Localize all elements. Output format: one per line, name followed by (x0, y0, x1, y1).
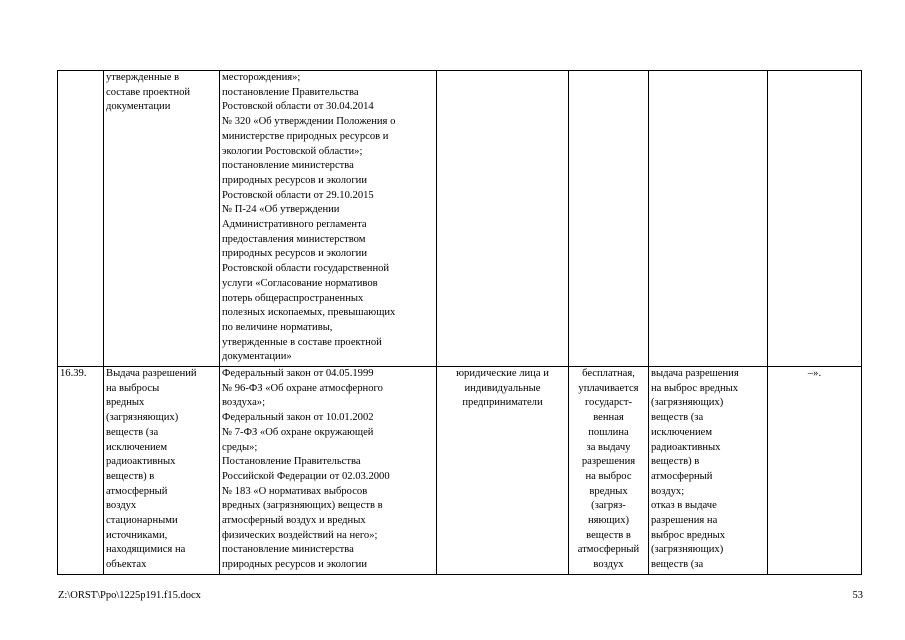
cell-note (768, 71, 862, 367)
footer-file-path: Z:\ORST\Ppo\1225p191.f15.docx (58, 590, 201, 601)
cell-service-name: утвержденные в составе проектной документации (104, 71, 220, 367)
cell-payment (569, 71, 649, 367)
cell-applicants: юридические лица и индивидуальные предприниматели (437, 367, 569, 575)
cell-number (58, 71, 104, 367)
cell-result: выдача разрешения на выброс вредных (загрязняющих) веществ (за исключением радиоактивных веществ) в атмосферный воздух; отказ в выдаче разрешения на выброс вредных (загрязняющих) веществ (за (649, 367, 768, 575)
cell-result (649, 71, 768, 367)
cell-payment: бесплатная, уплачивается государст- венная пошлина за выдачу разрешения на выброс вредных (загряз- няющих) веществ в атмосферный воздух (569, 367, 649, 575)
cell-service-name: Выдача разрешений на выбросы вредных (загрязняющих) веществ (за исключением радиоактивных веществ) в атмосферный воздух стационарными источниками, находящимися на объектах (104, 367, 220, 575)
page-number: 53 (852, 590, 863, 601)
table-row (58, 367, 862, 575)
cell-applicants (437, 71, 569, 367)
services-table (57, 70, 862, 575)
cell-legal-basis: месторождения»; постановление Правительства Ростовской области от 30.04.2014 № 320 «Об утверждении Положения о министерстве природных ресурсов и экологии Ростовской области»; постановление министерства природных ресурсов и экологии Ростовской области от 29.10.2015 № П-24 «Об утверждении Административного регламента предоставления министерством природных ресурсов и экологии Ростовской области государственной услуги «Согласование нормативов потерь общераспространенных полезных ископаемых, превышающих по величине нормативы, утвержденные в составе проектной документации» (220, 71, 437, 367)
cell-number: 16.39. (58, 367, 104, 575)
table-row (58, 71, 862, 367)
cell-note: –». (768, 367, 862, 575)
cell-legal-basis: Федеральный закон от 04.05.1999 № 96-ФЗ «Об охране атмосферного воздуха»; Федеральный закон от 10.01.2002 № 7-ФЗ «Об охране окружающей среды»; Постановление Правительства Российской Федерации от 02.03.2000 № 183 «О нормативах выбросов вредных (загрязняющих) веществ в атмосферный воздух и вредных физических воздействий на него»; постановление министерства природных ресурсов и экологии (220, 367, 437, 575)
